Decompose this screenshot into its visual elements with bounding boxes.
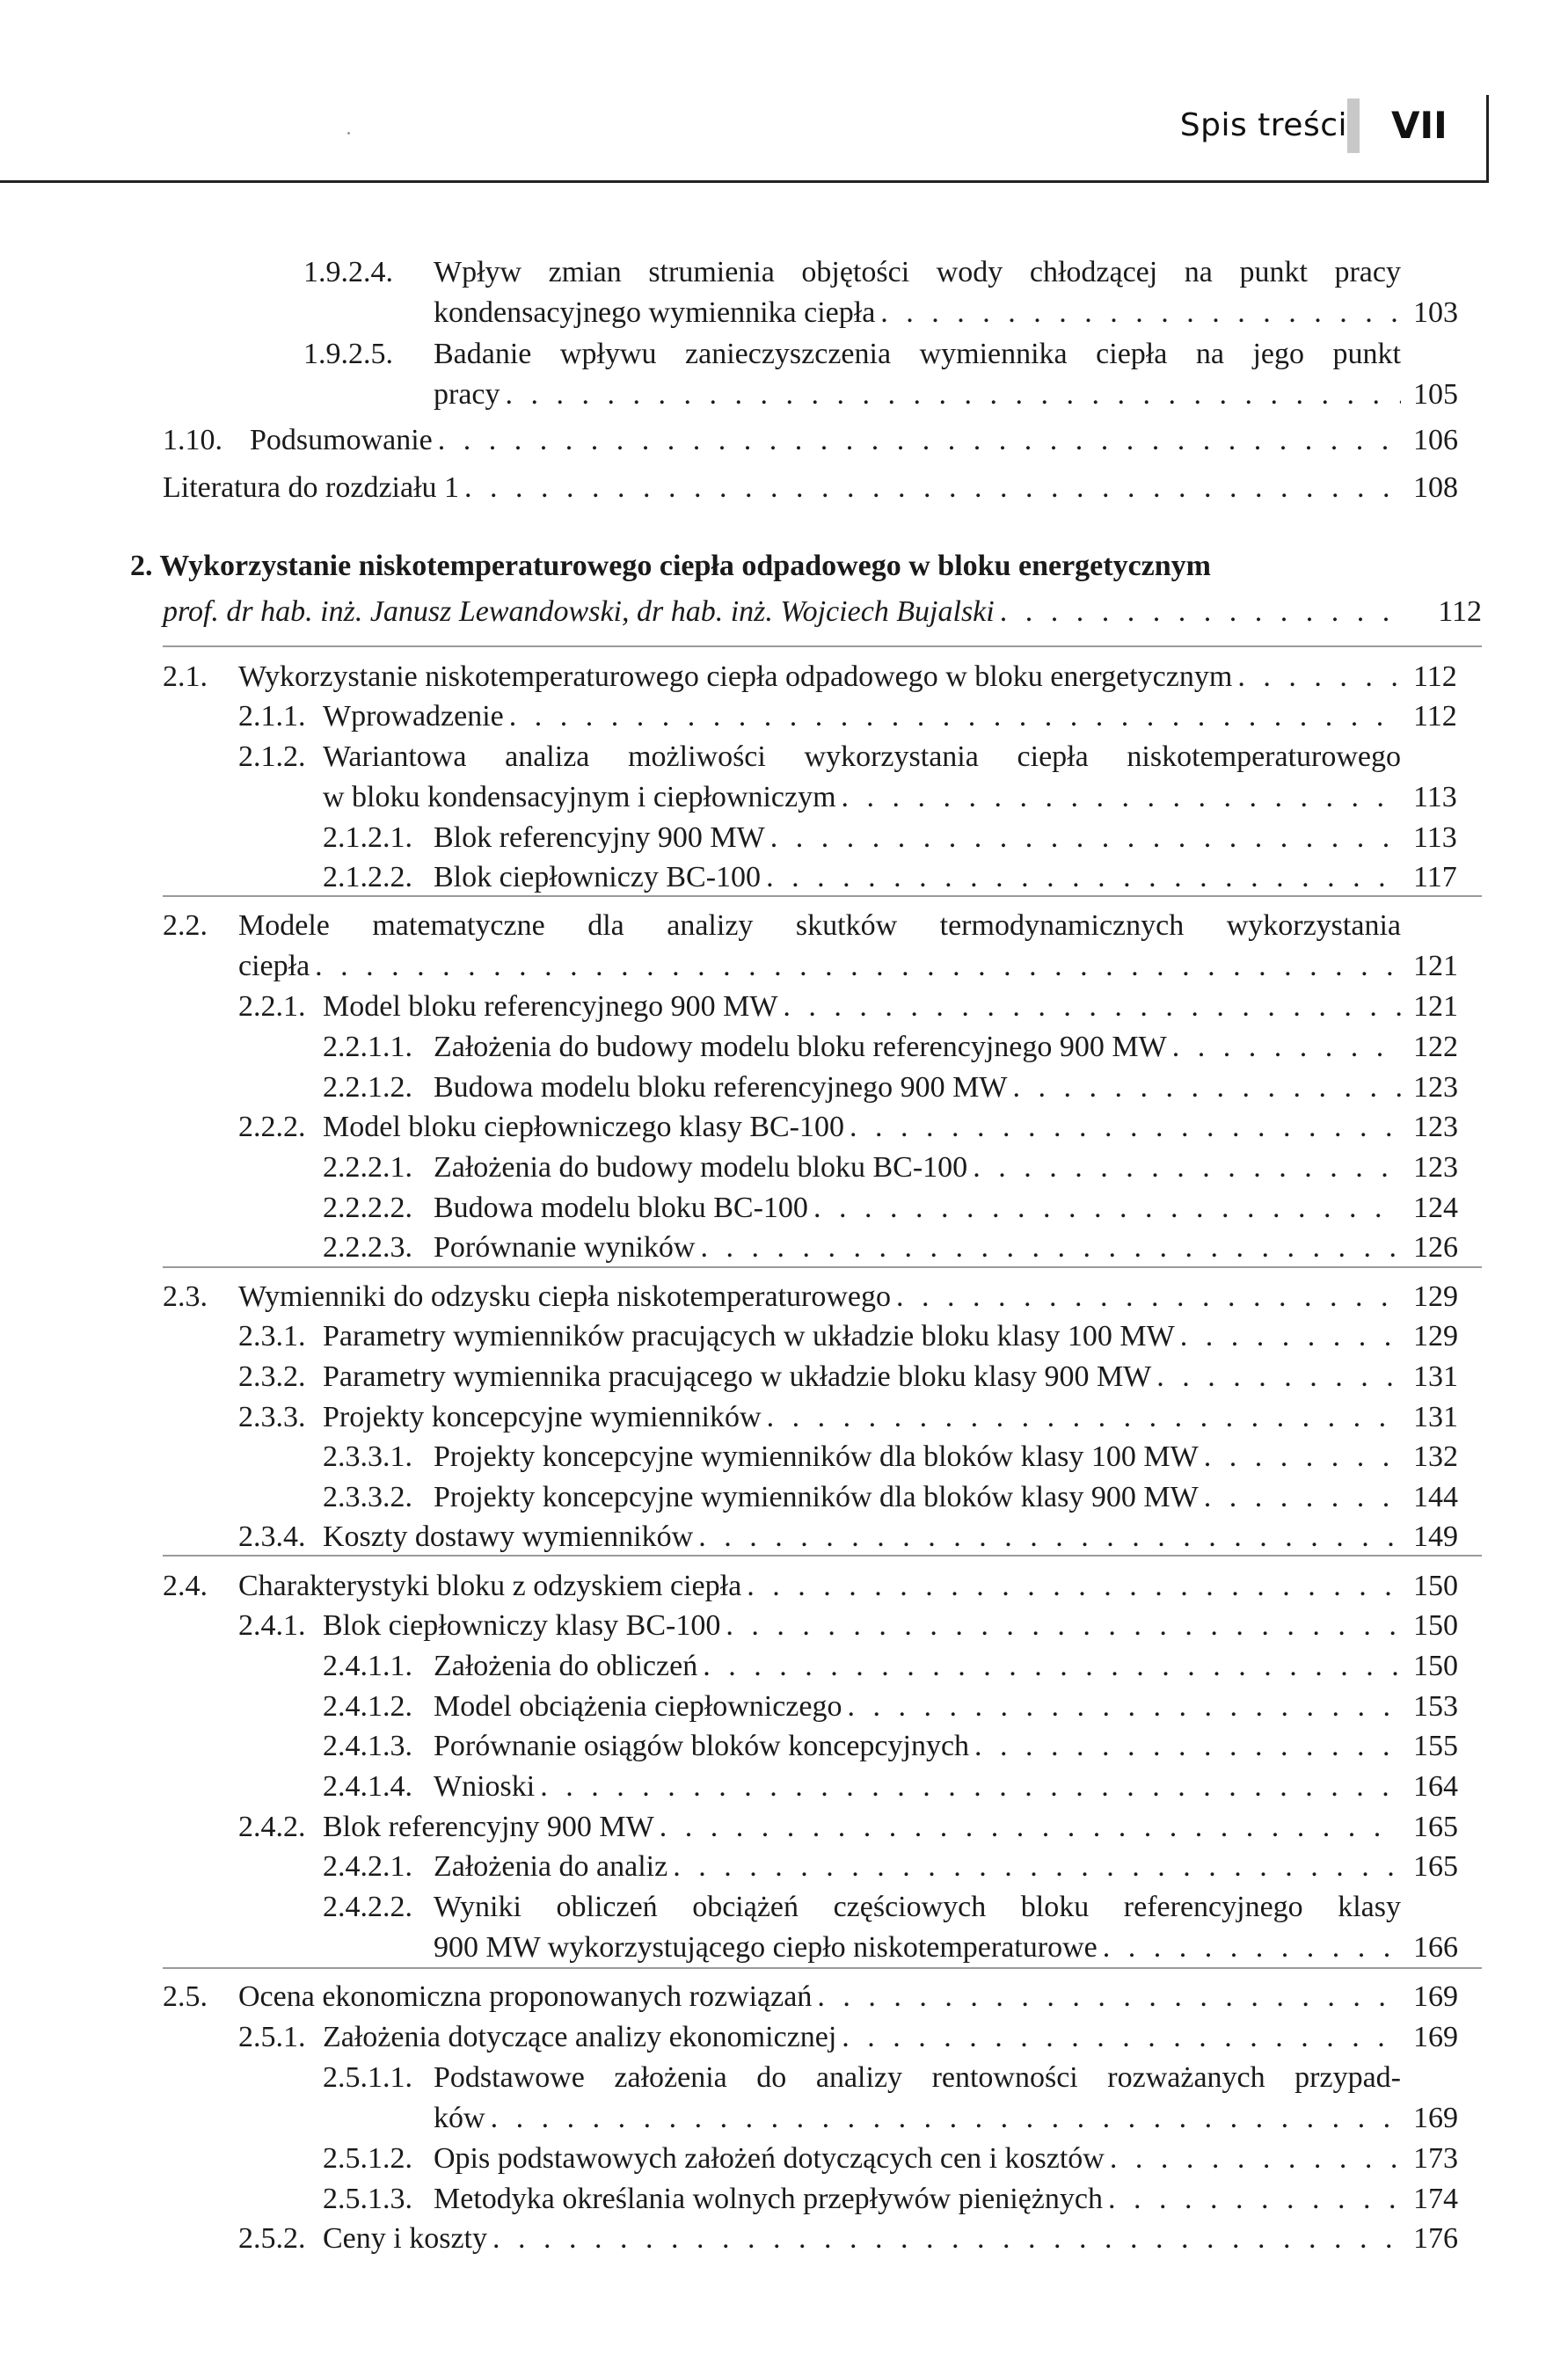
toc-entry-page: 129 [1413, 1280, 1458, 1313]
section-divider [163, 1555, 1482, 1557]
toc-entry-title-line: Wpływ zmian strumienia objętości wody chłodzącej na punkt pracy [434, 256, 1401, 288]
leader-dots [842, 2017, 1401, 2058]
toc-entry-number: 2.3.3.2. [323, 1481, 412, 1513]
leader-dots [1180, 1316, 1401, 1357]
leader-dots [747, 1566, 1401, 1607]
toc-entry-number: 1.10. [163, 424, 222, 456]
toc-entry-number: 1.9.2.5. [303, 338, 393, 370]
toc-entry-number: 2.2.1.1. [323, 1031, 412, 1063]
toc-entry-page: 121 [1413, 950, 1458, 982]
toc-entry-title-line: Projekty koncepcyjne wymienników [323, 1401, 762, 1433]
toc-entry-page: 105 [1413, 378, 1458, 411]
toc-entry-title-line: Porównanie osiągów bloków koncepcyjnych [434, 1730, 970, 1762]
toc-entry-number: 2.2. [163, 909, 208, 942]
toc-entry-number: 2.5. [163, 1980, 208, 2013]
toc-entry-title-line: Projekty koncepcyjne wymienników dla bloków klasy 100 MW [434, 1440, 1199, 1473]
leader-dots [1204, 1437, 1401, 1477]
toc-entry [163, 1566, 1482, 1607]
section-divider [163, 1967, 1482, 1969]
toc-entry-number: 2.1.1. [238, 700, 306, 733]
toc-entry-title-line: Budowa modelu bloku referencyjnego 900 MW [434, 1071, 1008, 1104]
leader-dots [850, 1107, 1401, 1148]
toc-entry [323, 1477, 1482, 1518]
toc-entry [323, 1027, 1482, 1068]
toc-entry-page: 149 [1413, 1520, 1458, 1553]
leader-dots [783, 987, 1401, 1027]
toc-entry-page: 155 [1413, 1730, 1458, 1762]
leader-dots [492, 2219, 1401, 2259]
toc-entry-title-line: Charakterystyki bloku z odzyskiem ciepła [238, 1570, 742, 1602]
toc-entry [238, 1606, 1482, 1646]
toc-entry-page: 123 [1413, 1111, 1458, 1143]
toc-entry [303, 252, 1482, 333]
toc-entry-number: 2.4.2.1. [323, 1850, 412, 1883]
toc-entry-title-line: Założenia do budowy modelu bloku BC-100 [434, 1151, 968, 1184]
section-divider [163, 645, 1482, 647]
leader-dots [1172, 1027, 1401, 1068]
toc-entry-title-line: Blok referencyjny 900 MW [434, 821, 765, 854]
toc-entry-title-line: Blok ciepłowniczy klasy BC-100 [323, 1609, 721, 1642]
toc-entry-page: 132 [1413, 1440, 1458, 1473]
toc-entry-page: 129 [1413, 1320, 1458, 1352]
toc-entry [323, 1148, 1482, 1188]
toc-entry [163, 1977, 1482, 2017]
toc-entry-title-line: Budowa modelu bloku BC-100 [434, 1192, 808, 1224]
toc-entry-title-line: Blok referencyjny 900 MW [323, 1811, 654, 1843]
toc-entry-page: 108 [1413, 471, 1458, 504]
toc-entry-number: 2.1. [163, 660, 208, 693]
toc-entry [163, 468, 1482, 508]
toc-entry-number: 2.4.1.4. [323, 1770, 412, 1803]
toc-entry-number: 2.4. [163, 1570, 208, 1602]
toc-entry-number: 2.5.1. [238, 2021, 306, 2053]
chapter-title: Wykorzystanie niskotemperaturowego ciepła odpadowego w bloku energetycznym [159, 550, 1211, 582]
leader-dots [880, 293, 1401, 333]
toc-entry-title-line: Badanie wpływu zanieczyszczenia wymiennika ciepła na jego punkt [434, 338, 1401, 370]
toc-entry-number: 2.3.4. [238, 1520, 306, 1553]
toc-entry [323, 1726, 1482, 1767]
leader-dots [491, 2098, 1401, 2139]
toc-entry [163, 906, 1482, 987]
chapter-authors-line [163, 592, 1482, 632]
toc-entry [238, 2017, 1482, 2058]
toc-entry-title-line: Porównanie wyników [434, 1231, 696, 1264]
leader-dots [817, 1977, 1401, 2017]
toc-entry [323, 1767, 1482, 1807]
chapter-authors: prof. dr hab. inż. Janusz Lewandowski, dr hab. inż. Wojciech Bujalski [163, 595, 995, 628]
toc-entry-page: 124 [1413, 1192, 1458, 1224]
toc-entry-title-line: Wymienniki do odzysku ciepła niskotemperaturowego [238, 1280, 891, 1313]
toc-entry-page: 112 [1413, 700, 1457, 733]
toc-entry-title-line: ciepła [238, 950, 310, 982]
toc-entry-title-line: Wariantowa analiza możliwości wykorzystania ciepła niskotemperaturowego [323, 740, 1401, 773]
toc-entry-page: 131 [1413, 1401, 1458, 1433]
leader-dots [540, 1767, 1401, 1807]
toc-entry [323, 1847, 1482, 1887]
toc-entry [238, 987, 1482, 1027]
toc-entry [238, 1517, 1482, 1557]
toc-entry-number: 2.4.1.3. [323, 1730, 412, 1762]
toc-entry [238, 1316, 1482, 1357]
toc-entry [323, 2058, 1482, 2139]
toc-entry-page: 121 [1413, 990, 1458, 1023]
toc-entry-number: 2.4.1.1. [323, 1650, 412, 1682]
toc-entry-title-line: Założenia do budowy modelu bloku referencyjnego 900 MW [434, 1031, 1167, 1063]
toc-entry-page: 122 [1413, 1031, 1458, 1063]
toc-entry [323, 1646, 1482, 1687]
toc-entry-number: 2.5.1.3. [323, 2183, 412, 2215]
leader-dots [506, 375, 1401, 415]
toc-entry-page: 150 [1413, 1650, 1458, 1682]
toc-entry [238, 1107, 1482, 1148]
toc-entry-number: 2.1.2.1. [323, 821, 412, 854]
toc-entry [238, 2219, 1482, 2259]
toc-entry-number: 2.2.2.3. [323, 1231, 412, 1264]
toc-entry-title-line: Założenia do analiz [434, 1850, 668, 1883]
toc-entry-page: 126 [1413, 1231, 1458, 1264]
leader-dots [1103, 1928, 1401, 1968]
toc-entry [323, 818, 1482, 858]
toc-entry-title-line: Ceny i koszty [323, 2222, 487, 2255]
toc-entry-title-line: Projekty koncepcyjne wymienników dla bloków klasy 900 MW [434, 1481, 1199, 1513]
toc-entry-number: 2.4.2.2. [323, 1891, 412, 1923]
toc-entry-number: 2.4.1.2. [323, 1690, 412, 1723]
toc-entry-title-line: Model obciążenia ciepłowniczego [434, 1690, 842, 1723]
toc-entry-number: 2.2.2. [238, 1111, 306, 1143]
toc-entry-page: 103 [1413, 296, 1458, 329]
toc-entry-number: 2.2.1. [238, 990, 306, 1023]
toc-entry-page: 113 [1413, 781, 1457, 813]
toc-entry-number: 1.9.2.4. [303, 256, 393, 288]
leader-dots [700, 1228, 1401, 1268]
toc-entry [323, 1188, 1482, 1229]
toc-entry-page: 166 [1413, 1931, 1458, 1964]
chapter-number: 2. [130, 550, 153, 582]
toc-entry [163, 420, 1482, 461]
leader-dots [1000, 592, 1401, 632]
toc-entry-title-line: kondensacyjnego wymiennika ciepła [434, 296, 876, 329]
toc-entry-title-line: Koszty dostawy wymienników [323, 1520, 694, 1553]
header-page-number: VII [1391, 104, 1448, 147]
toc-entry [323, 857, 1482, 898]
leader-dots [766, 857, 1401, 898]
toc-entry-title-line: Wprowadzenie [323, 700, 504, 733]
leader-dots [1204, 1477, 1401, 1518]
toc-entry [323, 2179, 1482, 2220]
leader-dots [767, 1397, 1401, 1438]
toc-entry-title-line: Model bloku ciepłowniczego klasy BC-100 [323, 1111, 845, 1143]
leader-dots [896, 1277, 1401, 1317]
toc-entry-title-line: Blok ciepłowniczy BC-100 [434, 861, 762, 893]
header-title: Spis treści [1179, 107, 1347, 143]
toc-entry-number: 2.2.2.1. [323, 1151, 412, 1184]
toc-entry-number: 2.3.2. [238, 1360, 306, 1393]
toc-entry-page: 131 [1413, 1360, 1458, 1393]
toc-entry-title-line: Metodyka określania wolnych przepływów pieniężnych [434, 2183, 1103, 2215]
toc-entry-title-line: Opis podstawowych założeń dotyczących cen i kosztów [434, 2142, 1105, 2175]
toc-entry-title-line: Literatura do rozdziału 1 [163, 471, 460, 504]
toc-entry-number: 2.5.1.1. [323, 2061, 412, 2094]
section-divider [163, 1266, 1482, 1268]
toc-entry [323, 1687, 1482, 1727]
toc-entry-number: 2.2.1.2. [323, 1071, 412, 1104]
toc-entry-page: 164 [1413, 1770, 1458, 1803]
leader-dots [973, 1148, 1401, 1188]
toc-entry [238, 1807, 1482, 1848]
toc-entry-page: 169 [1413, 2021, 1458, 2053]
toc-entry-page: 165 [1413, 1811, 1458, 1843]
toc-entry-title-line: Model bloku referencyjnego 900 MW [323, 990, 778, 1023]
toc-entry-page: 112 [1413, 660, 1457, 693]
toc-entry-number: 2.1.2. [238, 740, 306, 773]
toc-entry-number: 2.4.1. [238, 1609, 306, 1642]
toc-entry-title-line: ków [434, 2102, 485, 2134]
toc-entry-number: 2.5.1.2. [323, 2142, 412, 2175]
toc-entry [238, 696, 1482, 737]
toc-entry [323, 1887, 1482, 1968]
toc-entry-title-line: Założenia do obliczeń [434, 1650, 698, 1682]
toc-entry-page: 176 [1413, 2222, 1458, 2255]
toc-entry-number: 2.3.3. [238, 1401, 306, 1433]
toc-entry-title-line: Podstawowe założenia do analizy rentowności rozważanych przypad- [434, 2061, 1401, 2094]
toc-entry-page: 169 [1413, 2102, 1458, 2134]
toc-entry-page: 153 [1413, 1690, 1458, 1723]
leader-dots [315, 946, 1401, 987]
toc-entry-page: 144 [1413, 1481, 1458, 1513]
toc-entry-number: 2.3. [163, 1280, 208, 1313]
toc-entry-page: 117 [1413, 861, 1457, 893]
toc-entry-page: 106 [1413, 424, 1458, 456]
toc-entry-title-line: Wnioski [434, 1770, 536, 1803]
toc-entry-title-line: w bloku kondensacyjnym i ciepłowniczym [323, 781, 836, 813]
toc-entry [323, 1228, 1482, 1268]
toc-entry-title-line: Podsumowanie [250, 424, 433, 456]
toc-entry-number: 2.4.2. [238, 1811, 306, 1843]
toc-entry-number: 2.5.2. [238, 2222, 306, 2255]
leader-dots [703, 1646, 1401, 1687]
leader-dots [438, 420, 1401, 461]
leader-dots [660, 1807, 1401, 1848]
toc-entry-title-line: Ocena ekonomiczna proponowanych rozwiązań [238, 1980, 813, 2013]
toc-entry [238, 1397, 1482, 1438]
leader-dots [698, 1517, 1401, 1557]
toc-entry [323, 1068, 1482, 1108]
leader-dots [1110, 2139, 1401, 2179]
toc-entry [238, 1357, 1482, 1397]
toc-entry-page: 169 [1413, 1980, 1458, 2013]
toc-entry-page: 150 [1413, 1609, 1458, 1642]
toc-entry-page: 165 [1413, 1850, 1458, 1883]
toc-entry [238, 737, 1482, 818]
toc-entry-page: 173 [1413, 2142, 1458, 2175]
toc-entry [163, 1277, 1482, 1317]
leader-dots [1108, 2179, 1401, 2220]
toc-entry-page: 150 [1413, 1570, 1458, 1602]
leader-dots [1237, 657, 1401, 697]
leader-dots [974, 1726, 1401, 1767]
leader-dots [1156, 1357, 1401, 1397]
leader-dots [464, 468, 1401, 508]
toc-entry [323, 2139, 1482, 2179]
toc-entry-title-line: Parametry wymienników pracujących w układzie bloku klasy 100 MW [323, 1320, 1175, 1352]
leader-dots [673, 1847, 1401, 1887]
toc-entry-title-line: 900 MW wykorzystującego ciepło niskotemperaturowe [434, 1931, 1098, 1964]
toc-entry-title-line: pracy [434, 378, 500, 411]
toc-entry-title-line: Założenia dotyczące analizy ekonomicznej [323, 2021, 837, 2053]
toc-entry-number: 2.3.1. [238, 1320, 306, 1352]
leader-dots [847, 1687, 1401, 1727]
chapter-page: 112 [1438, 595, 1482, 628]
leader-dots [726, 1606, 1401, 1646]
toc-entry [303, 334, 1482, 415]
toc-entry [163, 657, 1482, 697]
chapter-2-heading [130, 550, 1211, 583]
toc-entry-title-line: Wyniki obliczeń obciążeń częściowych bloku referencyjnego klasy [434, 1891, 1401, 1923]
leader-dots [770, 818, 1401, 858]
toc-entry-number: 2.2.2.2. [323, 1192, 412, 1224]
leader-dots [509, 696, 1401, 737]
toc-entry-title-line: Parametry wymiennika pracującego w układzie bloku klasy 900 MW [323, 1360, 1152, 1393]
toc-entry-title-line: Modele matematyczne dla analizy skutków termodynamicznych wykorzystania [238, 909, 1401, 942]
toc-entry-title-line: Wykorzystanie niskotemperaturowego ciepła odpadowego w bloku energetycznym [238, 660, 1233, 693]
toc-entry-number: 2.3.3.1. [323, 1440, 412, 1473]
leader-dots [1012, 1068, 1401, 1108]
toc-entry [323, 1437, 1482, 1477]
toc-entry-number: 2.1.2.2. [323, 861, 412, 893]
toc-entry-page: 123 [1413, 1151, 1458, 1184]
toc-entry-page: 174 [1413, 2183, 1458, 2215]
leader-dots [813, 1188, 1401, 1229]
toc-entry-page: 123 [1413, 1071, 1458, 1104]
toc-entry-page: 113 [1413, 821, 1457, 854]
section-divider [163, 895, 1482, 897]
leader-dots [842, 777, 1401, 818]
